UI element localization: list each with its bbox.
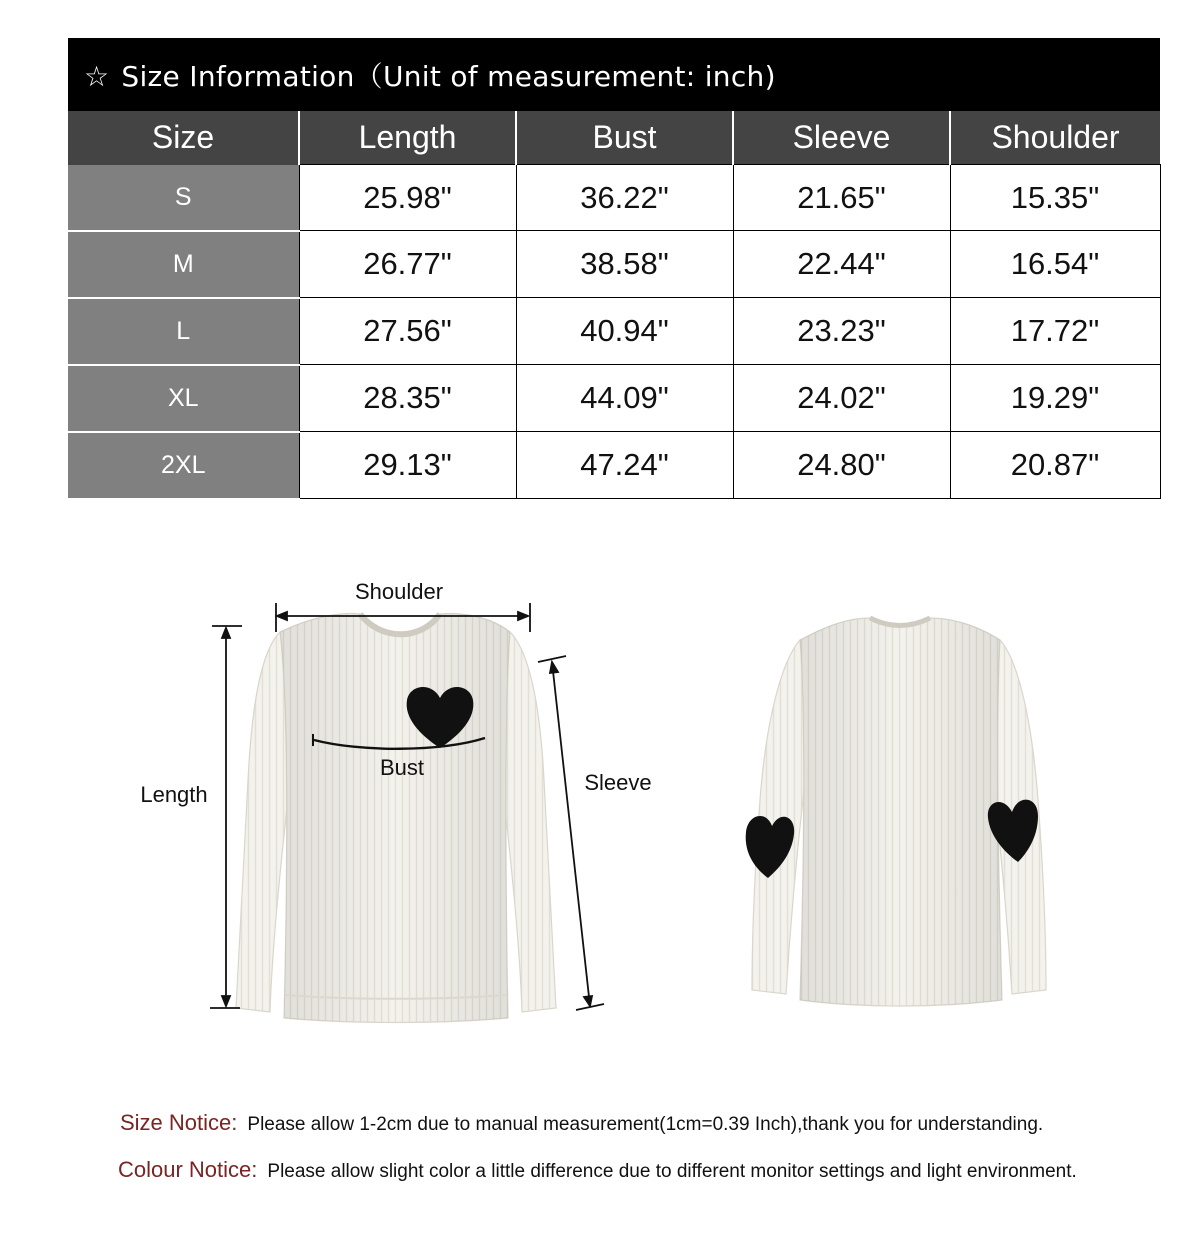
- shoulder-cell: 15.35": [950, 165, 1160, 231]
- bust-cell: 44.09": [516, 365, 733, 432]
- size-cell: S: [68, 165, 299, 231]
- sleeve-cell: 21.65": [733, 165, 950, 231]
- header-size: Size: [68, 111, 299, 165]
- sleeve-cell: 24.80": [733, 432, 950, 499]
- table-title: [68, 38, 1160, 111]
- colour-notice-text: Please allow slight color a little difference due to different monitor settings and light environment.: [267, 1161, 1077, 1182]
- header-row: [68, 111, 1160, 165]
- length-cell: 28.35": [299, 365, 516, 432]
- colour-notice: [118, 1157, 1077, 1183]
- table-row: [68, 432, 1160, 499]
- sweater-front-image: [236, 613, 556, 1022]
- sleeve-cell: 22.44": [733, 231, 950, 298]
- table-row: [68, 231, 1160, 298]
- size-table: [68, 38, 1161, 500]
- bust-label: Bust: [379, 755, 425, 780]
- sweater-measurement-figure: [0, 560, 1200, 1050]
- sleeve-label: Sleeve: [584, 770, 652, 795]
- bust-cell: 40.94": [516, 298, 733, 365]
- bust-cell: 47.24": [516, 432, 733, 499]
- length-cell: 25.98": [299, 165, 516, 231]
- header-length: Length: [299, 111, 516, 165]
- size-cell: XL: [68, 365, 299, 432]
- length-cell: 26.77": [299, 231, 516, 298]
- shoulder-cell: 17.72": [950, 298, 1160, 365]
- shoulder-cell: 16.54": [950, 231, 1160, 298]
- star-icon: ☆: [84, 59, 110, 93]
- shoulder-label: Shoulder: [354, 579, 444, 604]
- size-notice-label: Size Notice:: [120, 1110, 238, 1135]
- sleeve-cell: 23.23": [733, 298, 950, 365]
- length-cell: 27.56": [299, 298, 516, 365]
- size-cell: L: [68, 298, 299, 365]
- table-row: [68, 365, 1160, 432]
- header-shoulder: Shoulder: [950, 111, 1160, 165]
- size-notice-text: Please allow 1-2cm due to manual measurement(1cm=0.39 Inch),thank you for understanding.: [247, 1114, 1044, 1135]
- shoulder-cell: 20.87": [950, 432, 1160, 499]
- table-title-text: Size Information（Unit of measurement: inch): [121, 59, 776, 93]
- sweater-back-image: [746, 618, 1046, 1006]
- length-cell: 29.13": [299, 432, 516, 499]
- size-notice: [120, 1110, 1043, 1136]
- bust-cell: 36.22": [516, 165, 733, 231]
- shoulder-cell: 19.29": [950, 365, 1160, 432]
- size-cell: M: [68, 231, 299, 298]
- header-bust: Bust: [516, 111, 733, 165]
- size-cell: 2XL: [68, 432, 299, 499]
- length-label: Length: [140, 782, 208, 807]
- bust-cell: 38.58": [516, 231, 733, 298]
- table-row: [68, 165, 1160, 231]
- header-sleeve: Sleeve: [733, 111, 950, 165]
- colour-notice-label: Colour Notice:: [118, 1157, 258, 1182]
- sleeve-cell: 24.02": [733, 365, 950, 432]
- table-row: [68, 298, 1160, 365]
- length-marker: [210, 626, 242, 1008]
